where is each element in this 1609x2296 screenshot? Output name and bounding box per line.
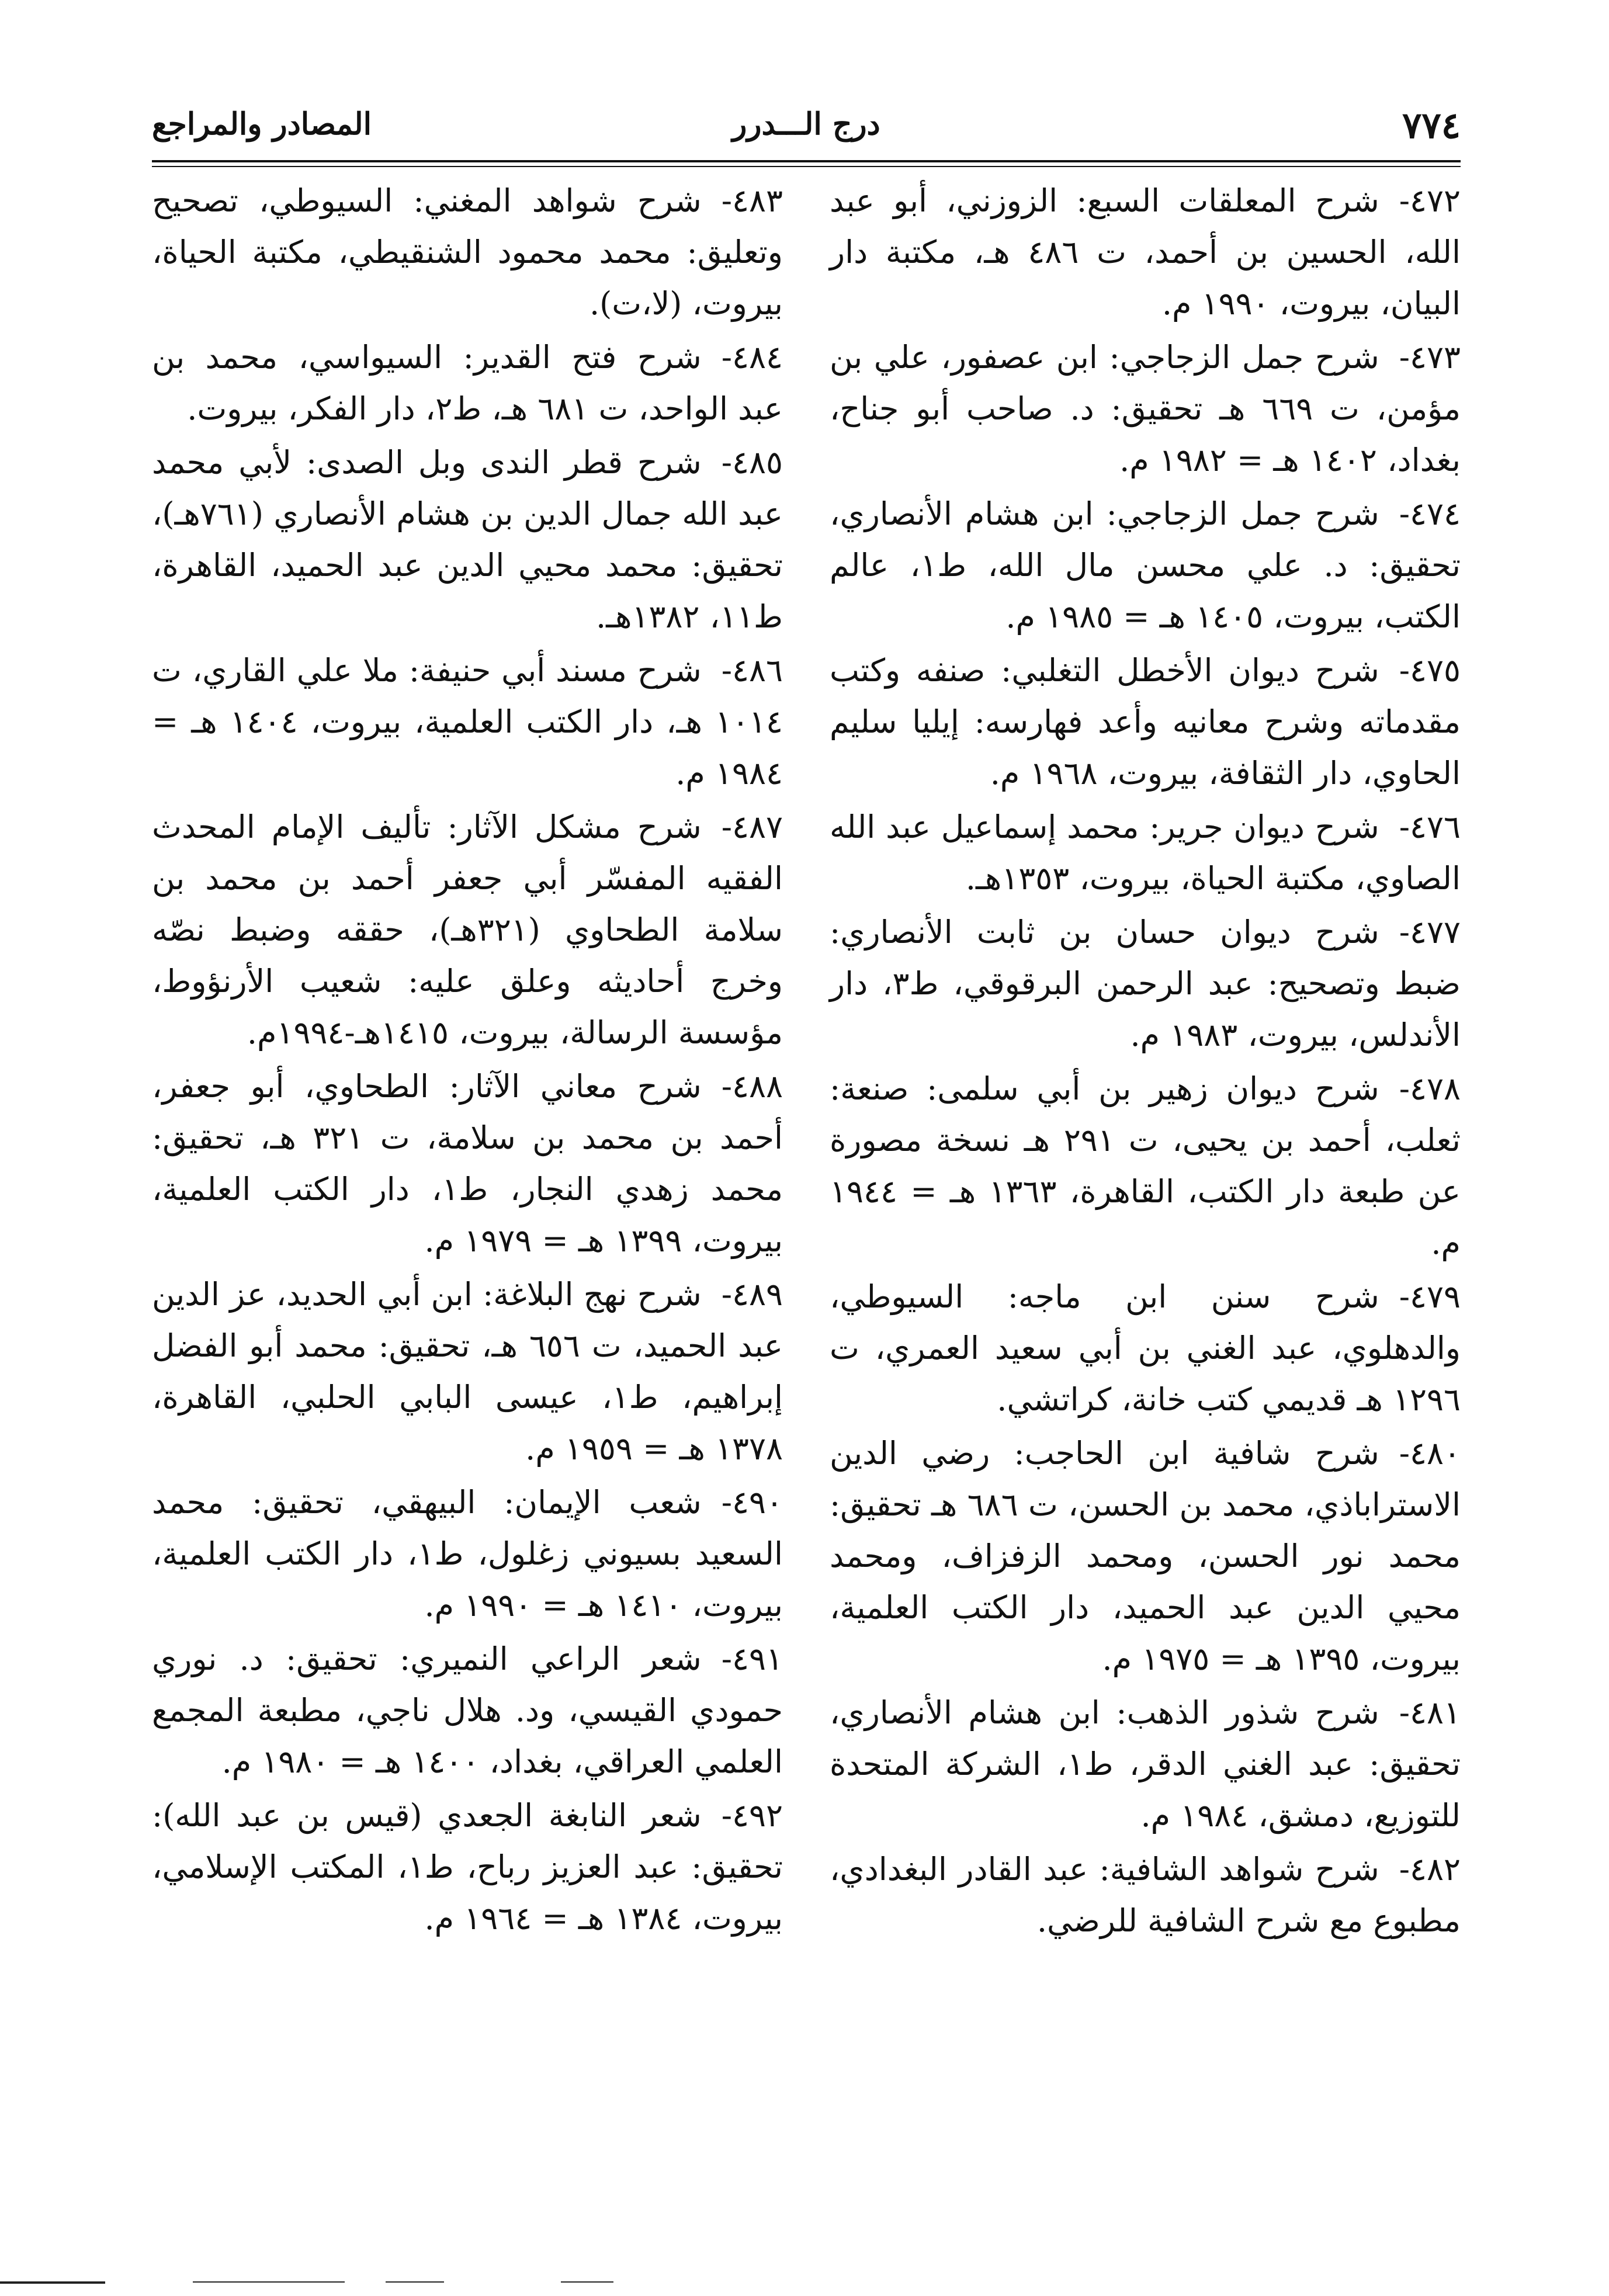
bibliography-entry [152,1061,783,1267]
bibliography-entry [830,175,1461,330]
header-rule [152,160,1461,167]
book-title: درج الـــدرر [732,106,880,142]
entry-text: شعر الراعي النميري: تحقيق: د. نوري حمودي القيسي، ود. هلال ناجي، مطبعة المجمع العلمي العراقي، بغداد، ١٤٠٠ هـ = ١٩٨٠ م. [152,1641,783,1780]
bibliography-entry [830,1428,1461,1685]
page-number: ٧٧٤ [1402,104,1461,147]
entry-number: ٤٧٧- [1399,914,1461,951]
bibliography-entry [152,437,783,643]
entry-text: شرح ديوان زهير بن أبي سلمى: صنعة: ثعلب، أحمد بن يحيى، ت ٢٩١ هـ نسخة مصورة عن طبعة دار الكتب، القاهرة، ١٣٦٣ هـ = ١٩٤٤ م. [830,1070,1461,1261]
bibliography-entry [152,645,783,799]
bibliography-entry [152,1477,783,1631]
entry-text: شرح شواهد المغني: السيوطي، تصحيح وتعليق: محمد محمود الشنقيطي، مكتبة الحياة، بيروت، (لا،ت). [152,182,783,322]
entry-number: ٤٨٥- [721,444,783,481]
entry-number: ٤٨٤- [721,339,783,376]
entry-text: شعب الإيمان: البيهقي، تحقيق: محمد السعيد بسيوني زغلول، ط١، دار الكتب العلمية، بيروت، ١٤١٠ هـ = ١٩٩٠ م. [152,1484,783,1624]
entry-number: ٤٨٣- [721,182,783,219]
entry-number: ٤٨٢- [1399,1851,1461,1888]
entry-text: شرح ديوان جرير: محمد إسماعيل عبد الله الصاوي، مكتبة الحياة، بيروت، ١٣٥٣هـ. [830,809,1461,897]
bibliography-entry [830,1687,1461,1841]
entry-number: ٤٩٢- [721,1797,783,1834]
entry-text: شرح شافية ابن الحاجب: رضي الدين الاستراباذي، محمد بن الحسن، ت ٦٨٦ هـ تحقيق: محمد نور الحسن، ومحمد الزفزاف، ومحمد محيي الدين عبد الحميد، دار الكتب العلمية، بيروت، ١٣٩٥ هـ = ١٩٧٥ م. [830,1435,1461,1677]
entry-text: شرح شذور الذهب: ابن هشام الأنصاري، تحقيق: عبد الغني الدقر، ط١، الشركة المتحدة للتوزيع، دمشق، ١٩٨٤ م. [830,1694,1461,1834]
entry-number: ٤٧٦- [1399,809,1461,845]
scan-edge-line [386,2281,444,2283]
entry-text: شرح ديوان حسان بن ثابت الأنصاري: ضبط وتصحيح: عبد الرحمن البرقوقي، ط٣، دار الأندلس، بيروت، ١٩٨٣ م. [830,914,1461,1053]
entry-number: ٤٨٧- [721,809,783,845]
entry-text: شرح معاني الآثار: الطحاوي، أبو جعفر، أحمد بن محمد بن سلامة، ت ٣٢١ هـ، تحقيق: محمد زهدي النجار، ط١، دار الكتب العلمية، بيروت، ١٣٩٩ هـ = ١٩٧٩ م. [152,1068,783,1259]
bibliography-entry [830,1844,1461,1947]
scan-edge-line [193,2281,345,2283]
bibliography-entry [152,1633,783,1788]
entry-text: شرح فتح القدير: السيواسي، محمد بن عبد الواحد، ت ٦٨١ هـ، ط٢، دار الفكر، بيروت. [152,339,783,427]
scan-edge-line [0,2281,105,2284]
entry-number: ٤٧٤- [1399,495,1461,532]
entry-number: ٤٨١- [1399,1694,1461,1731]
entry-text: شرح المعلقات السبع: الزوزني، أبو عبد الله، الحسين بن أحمد، ت ٤٨٦ هـ، مكتبة دار البيان، بيروت، ١٩٩٠ م. [830,182,1461,322]
scan-edge-line [561,2281,613,2283]
entry-text: شرح قطر الندى وبل الصدى: لأبي محمد عبد الله جمال الدين بن هشام الأنصاري (٧٦١هـ)، تحقيق: محمد محيي الدين عبد الحميد، القاهرة، ط١١، ١٣٨٢هـ. [152,444,783,635]
left-column [152,175,783,1947]
entry-text: شرح مسند أبي حنيفة: ملا علي القاري، ت ١٠١٤ هـ، دار الكتب العلمية، بيروت، ١٤٠٤ هـ = ١٩٨٤ م. [152,652,783,792]
entry-number: ٤٩٠- [721,1484,783,1521]
entry-text: شرح جمل الزجاجي: ابن عصفور، علي بن مؤمن، ت ٦٦٩ هـ تحقيق: د. صاحب أبو جناح، بغداد، ١٤٠٢ هـ = ١٩٨٢ م. [830,339,1461,478]
bibliography-entry [152,1790,783,1944]
entry-text: شرح جمل الزجاجي: ابن هشام الأنصاري، تحقيق: د. علي محسن مال الله، ط١، عالم الكتب، بيروت، ١٤٠٥ هـ = ١٩٨٥ م. [830,495,1461,635]
entry-number: ٤٧٢- [1399,182,1461,219]
bibliography-entry [830,907,1461,1061]
entry-number: ٤٩١- [721,1641,783,1677]
bibliography-entry [830,645,1461,799]
bibliography-entry [830,1271,1461,1426]
bibliography-entry [830,332,1461,486]
right-column [830,175,1461,1949]
entry-number: ٤٧٨- [1399,1070,1461,1107]
entry-number: ٤٧٣- [1399,339,1461,376]
bibliography-entry [830,802,1461,904]
entry-text: شعر النابغة الجعدي (قيس بن عبد الله): تحقيق: عبد العزيز رباح، ط١، المكتب الإسلامي، بيروت، ١٣٨٤ هـ = ١٩٦٤ م. [152,1797,783,1937]
bibliography-entry [152,332,783,435]
bibliography-entry [152,1269,783,1475]
entry-text: شرح مشكل الآثار: تأليف الإمام المحدث الفقيه المفسّر أبي جعفر أحمد بن محمد بن سلامة الطحاوي (٣٢١هـ)، حققه وضبط نصّه وخرج أحاديثه وعلق عليه: شعيب الأرنؤوط، مؤسسة الرسالة، بيروت، ١٤١٥هـ-١٩٩٤م. [152,809,783,1051]
entry-number: ٤٨٠- [1399,1435,1461,1472]
entry-number: ٤٨٩- [721,1276,783,1313]
entry-text: شرح نهج البلاغة: ابن أبي الحديد، عز الدين عبد الحميد، ت ٦٥٦ هـ، تحقيق: محمد أبو الفضل إبراهيم، ط١، عيسى البابي الحلبي، القاهرة، ١٣٧٨ هـ = ١٩٥٩ م. [152,1276,783,1467]
entry-number: ٤٧٩- [1399,1278,1461,1315]
bibliography-entry [830,488,1461,643]
bibliography-entry [830,1063,1461,1269]
entry-text: شرح سنن ابن ماجه: السيوطي، والدهلوي، عبد الغني بن أبي سعيد العمري، ت ١٢٩٦ هـ قديمي كتب خانة، كراتشي. [830,1278,1461,1418]
section-title: المصادر والمراجع [152,106,372,142]
entry-text: شرح ديوان الأخطل التغلبي: صنفه وكتب مقدماته وشرح معانيه وأعد فهارسه: إيليا سليم الحاوي، دار الثقافة، بيروت، ١٩٦٨ م. [830,652,1461,792]
bibliography-entry [152,802,783,1059]
entry-text: شرح شواهد الشافية: عبد القادر البغدادي، مطبوع مع شرح الشافية للرضي. [830,1851,1461,1939]
running-header [152,104,1461,162]
entry-number: ٤٨٨- [721,1068,783,1105]
bibliography-entry [152,175,783,330]
entry-number: ٤٧٥- [1399,652,1461,689]
entry-number: ٤٨٦- [721,652,783,689]
